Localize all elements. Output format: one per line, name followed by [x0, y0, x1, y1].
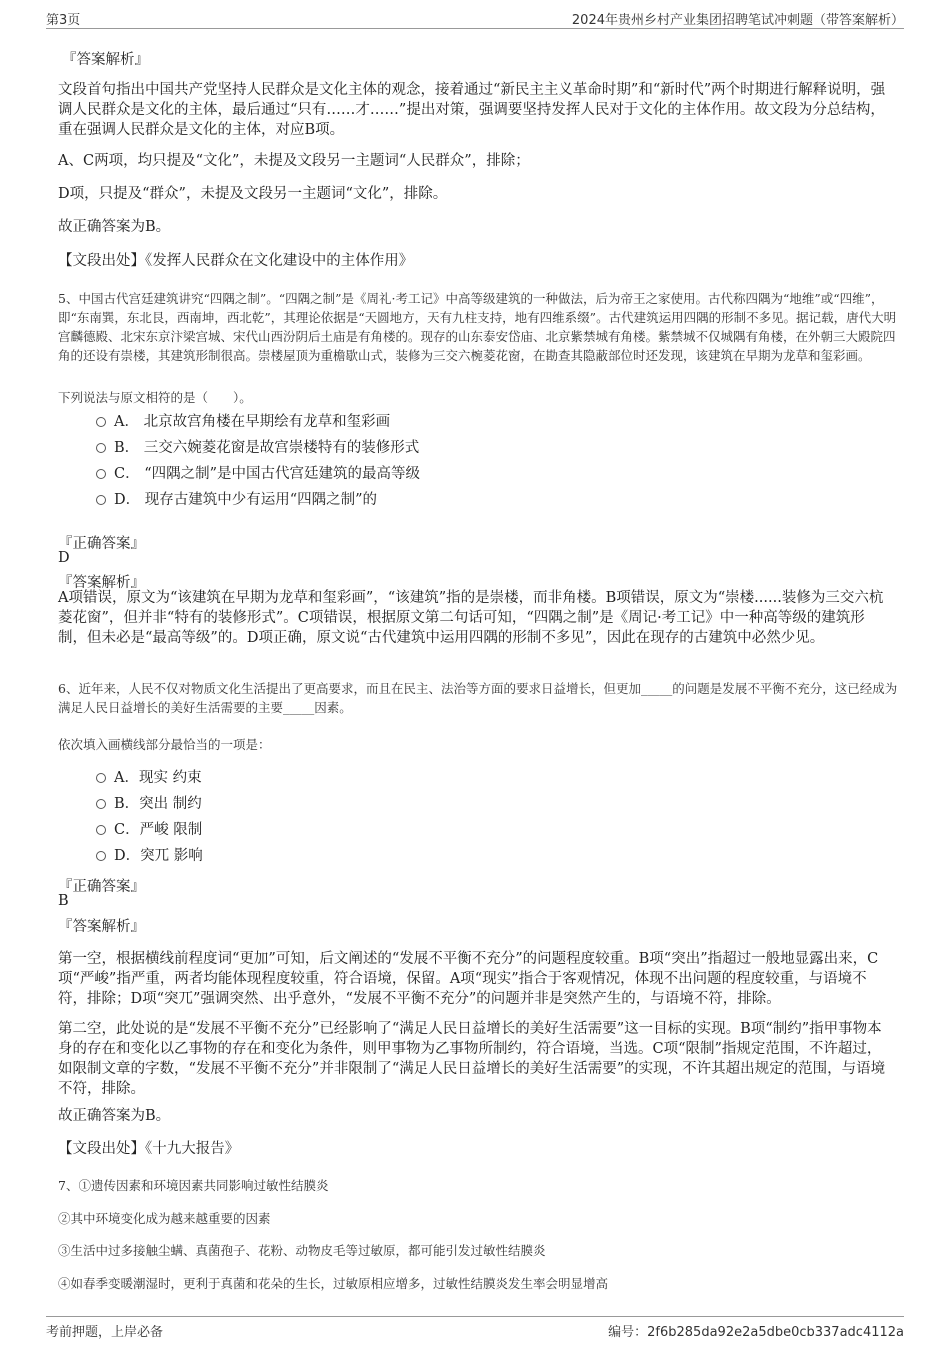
q6-option-a[interactable]: A．现实 约束: [96, 768, 202, 788]
q5-option-d[interactable]: D． 现存古建筑中少有运用“四隅之制”的: [96, 490, 377, 510]
page-footer: [46, 1316, 904, 1339]
q6-answer-label: 『正确答案』: [58, 879, 145, 895]
radio-icon[interactable]: [96, 851, 106, 861]
page-header: [46, 6, 904, 29]
q6-analysis-label: 『答案解析』: [58, 919, 145, 935]
q6-source: 【文段出处】《十九大报告》: [58, 1141, 240, 1157]
radio-icon[interactable]: [96, 799, 106, 809]
q7-line-4: ④如春季变暖潮湿时，更利于真菌和花朵的生长，过敏原相应增多，过敏性结膜炎发生率会明显增高: [58, 1276, 609, 1291]
q7-line-3: ③生活中过多接触尘螨、真菌孢子、花粉、动物皮毛等过敏原，都可能引发过敏性结膜炎: [58, 1243, 546, 1258]
q5-analysis: A项错误，原文为“该建筑在早期为龙草和玺彩画”，“该建筑”指的是崇楼，而非角楼。B项错误，原文为“崇楼......装修为三交六杭菱花窗”，但并非“特有的装修形式”。C项错误，根据原文第二句话可知，“四隅之制”是《周记·考工记》中一种高等级的建筑形制，但未必是“最高等级”的。D项正确，原文说“古代建筑中运用四隅的形制不多见”，因此在现存的古建筑中必然少见。: [58, 590, 884, 646]
radio-icon[interactable]: [96, 417, 106, 427]
q5-answer-label: 『正确答案』: [58, 536, 145, 552]
q5-stem: 5、中国古代宫廷建筑讲究“四隅之制”。“四隅之制”是《周礼·考工记》中高等级建筑的一种做法，后为帝王之家使用。古代称四隅为“地维”或“四维”，即“东南巽，东北艮，西南坤，西北乾”，其理论依据是“天圆地方，天有九柱支持，地有四维系缀”。古代建筑运用四隅的形制不多见。据记载，唐代大明宫麟德殿、北宋东京汴梁宫城、宋代山西汾阴后土庙是有角楼的。现存的山东泰安岱庙、北京紫禁城有角楼。紫禁城不仅城隅有角楼，在外朝三大殿院四角的还设有崇楼，其建筑形制很高。崇楼屋顶为重檐歇山式，装修为三交六椀菱花窗，在勘查其隐蔽部位时还发现，该建筑在早期为龙草和玺彩画。: [58, 291, 897, 363]
q5-answer: D: [58, 550, 70, 566]
radio-icon[interactable]: [96, 773, 106, 783]
radio-icon[interactable]: [96, 469, 106, 479]
q5-option-c[interactable]: C． “四隅之制”是中国古代宫廷建筑的最高等级: [96, 464, 420, 484]
radio-icon[interactable]: [96, 495, 106, 505]
q6-analysis-p1: 第一空，根据横线前程度词“更加”可知，后文阐述的“发展不平衡不充分”的问题程度较重。B项“突出”指超过一般地显露出来，C项“严峻”指严重，两者均能体现程度较重，符合语境，保留。A项“现实”指合于客观情况，体现不出问题的程度较重，与语境不符，排除；D项“突兀”强调突然、出乎意外，“发展不平衡不充分”的问题并非是突然产生的，与语境不符，排除。: [58, 951, 879, 1007]
q4-analysis-label: 『答案解析』: [62, 52, 149, 68]
q6-stem: 6、近年来，人民不仅对物质文化生活提出了更高要求，而且在民主、法治等方面的要求日益增长，但更加_____的问题是发展不平衡不充分，这已经成为满足人民日益增长的美好生活需要的主要_____因素。: [58, 681, 898, 715]
q5-option-a[interactable]: A． 北京故宫角楼在早期绘有龙草和玺彩画: [96, 412, 390, 432]
q6-option-b[interactable]: B．突出 制约: [96, 794, 202, 814]
footer-slogan: 考前押题，上岸必备: [46, 1325, 164, 1340]
q6-option-c[interactable]: C．严峻 限制: [96, 820, 202, 840]
document-title: 2024年贵州乡村产业集团招聘笔试冲刺题（带答案解析）: [571, 13, 904, 28]
q7-line-2: ②其中环境变化成为越来越重要的因素: [58, 1211, 271, 1226]
q5-prompt: 下列说法与原文相符的是（ ）。: [58, 390, 252, 405]
q4-analysis-p2: A、C两项，均只提及“文化”，未提及文段另一主题词“人民群众”，排除；: [58, 153, 530, 169]
q6-prompt: 依次填入画横线部分最恰当的一项是：: [58, 737, 271, 752]
radio-icon[interactable]: [96, 825, 106, 835]
q6-analysis-p3: 故正确答案为B。: [58, 1108, 171, 1124]
q7-line-1: 7、①遗传因素和环境因素共同影响过敏性结膜炎: [58, 1178, 329, 1193]
q4-analysis-p4: 故正确答案为B。: [58, 219, 171, 235]
q6-analysis-p2: 第二空，此处说的是“发展不平衡不充分”已经影响了“满足人民日益增长的美好生活需要”这一目标的实现。B项“制约”指甲事物本身的存在和变化以乙事物的存在和变化为条件，则甲事物为乙事物所制约，符合语境，当选。C项“限制”指规定范围，不许超过，如限制文章的字数，“发展不平衡不充分”并非限制了“满足人民日益增长的美好生活需要”的实现，不许其超出规定的范围，与语境不符，排除。: [58, 1021, 886, 1097]
q4-analysis-p1: 文段首句指出中国共产党坚持人民群众是文化主体的观念，接着通过“新民主主义革命时期”和“新时代”两个时期进行解释说明，强调人民群众是文化的主体，最后通过“只有……才……”提出对策，强调要坚持发挥人民对于文化的主体作用。故文段为分总结构，重在强调人民群众是文化的主体，对应B项。: [58, 82, 886, 138]
q6-option-d[interactable]: D．突兀 影响: [96, 846, 203, 866]
q5-option-b[interactable]: B． 三交六婉菱花窗是故宫崇楼特有的装修形式: [96, 438, 419, 458]
page-number: 第3页: [46, 13, 81, 28]
q4-source: 【文段出处】《发挥人民群众在文化建设中的主体作用》: [58, 253, 414, 269]
document-id: 编号：2f6b285da92e2a5dbe0cb337adc4112a: [608, 1325, 904, 1340]
q5-analysis-label: 『答案解析』: [58, 575, 145, 591]
q4-analysis-p3: D项，只提及“群众”，未提及文段另一主题词“文化”，排除。: [58, 186, 448, 202]
radio-icon[interactable]: [96, 443, 106, 453]
q6-answer: B: [58, 893, 69, 909]
